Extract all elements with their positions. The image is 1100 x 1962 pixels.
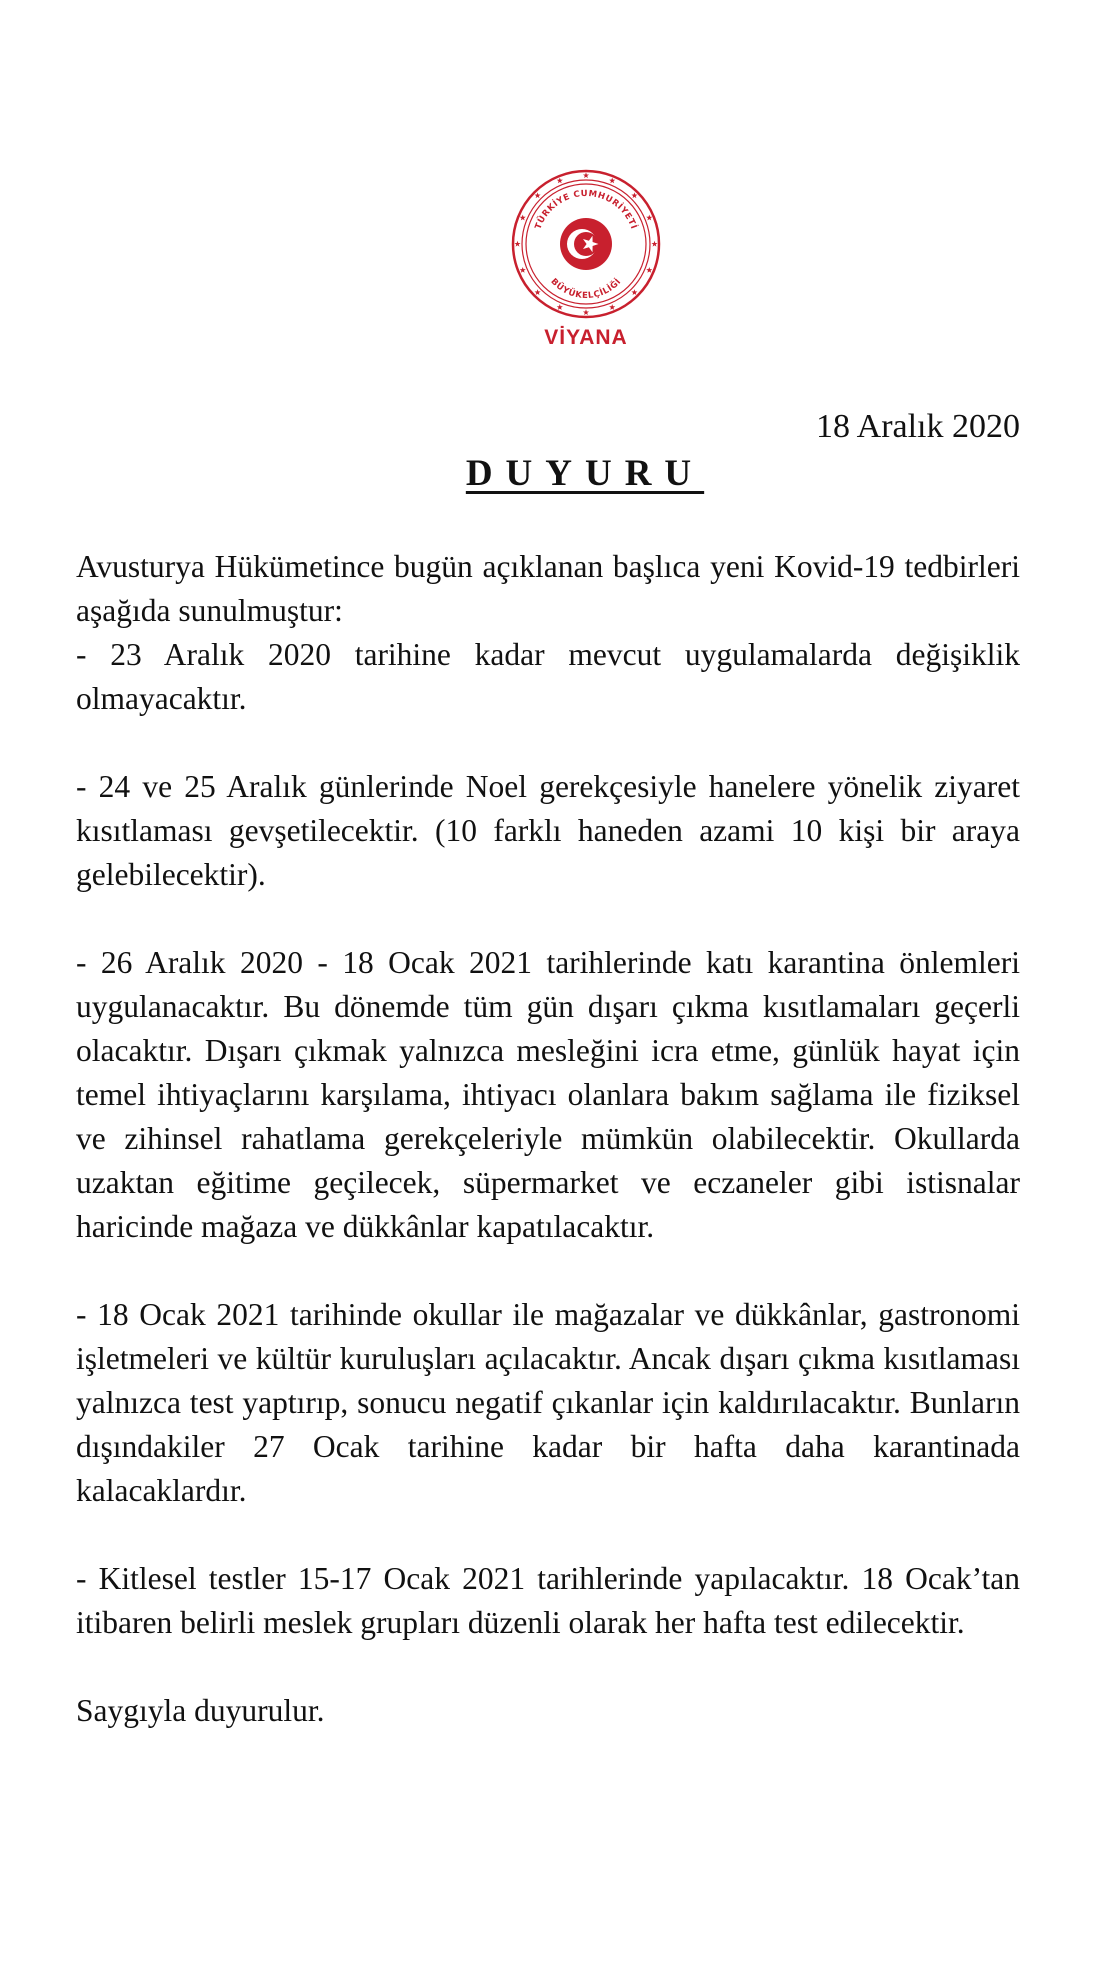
closing-line: Saygıyla duyurulur. <box>76 1693 325 1728</box>
measure-item: - 18 Ocak 2021 tarihinde okullar ile mağazalar ve dükkânlar, gastronomi işletmeleri ve kültür kuruluşları açılacaktır. Ancak dışarı çıkma kısıtlaması yalnızca test yaptırıp, sonucu negatif çıkanlar için kaldırılacaktır. Bunların dışındakiler 27 Ocak tarihine kadar bir hafta daha karantinada kalacaklardır. <box>76 1297 1020 1508</box>
seal-star <box>646 215 652 221</box>
document-date: 18 Aralık 2020 <box>816 408 1020 445</box>
seal-star <box>631 289 637 295</box>
measure-item: - Kitlesel testler 15-17 Ocak 2021 tarihlerinde yapılacaktır. 18 Ocak’tan itibaren belirli meslek grupları düzenli olarak her hafta test edilecektir. <box>76 1561 1020 1640</box>
embassy-seal <box>510 168 662 320</box>
measure-item: - 26 Aralık 2020 - 18 Ocak 2021 tarihlerinde katı karantina önlemleri uygulanacaktır. Bu dönemde tüm gün dışarı çıkma kısıtlamaları geçerli olacaktır. Dışarı çıkmak yalnızca mesleğini icra etme, günlük hayat için temel ihtiyaçlarını karşılama, ihtiyacı olanlara bakım sağlama ile fiziksel ve zihinsel rahatlama gerekçeleriyle mümkün olabilecektir. Okullarda uzaktan eğitime geçilecek, süpermarket ve eczaneler gibi istisnalar haricinde mağaza ve dükkânlar kapatılacaktır. <box>76 945 1020 1244</box>
seal-star <box>520 215 526 221</box>
seal-star <box>631 192 637 198</box>
seal-top-text: TÜRKİYE CUMHURİYETİ <box>533 188 639 231</box>
seal-star <box>557 304 563 310</box>
seal-star <box>520 267 526 273</box>
city-name: VİYANA <box>544 326 628 349</box>
seal-star <box>535 192 541 198</box>
document-title: DUYURU <box>465 453 705 494</box>
seal-star <box>609 178 615 184</box>
measure-item: - 24 ve 25 Aralık günlerinde Noel gerekçesiyle hanelere yönelik ziyaret kısıtlaması gevşetilecektir. (10 farklı haneden azami 10 kişi bir araya gelebilecektir). <box>76 769 1020 892</box>
measure-item: - 23 Aralık 2020 tarihine kadar mevcut uygulamalarda değişiklik olmayacaktır. <box>76 637 1020 716</box>
seal-star <box>557 178 563 184</box>
seal-star <box>514 241 520 247</box>
seal-star <box>535 289 541 295</box>
seal-star <box>609 304 615 310</box>
seal-star <box>651 241 657 247</box>
seal-bottom-text: BÜYÜKELÇİLİĞİ <box>548 276 624 302</box>
intro-paragraph: Avusturya Hükümetince bugün açıklanan başlıca yeni Kovid-19 tedbirleri aşağıda sunulmuştur: <box>76 549 1020 628</box>
seal-star <box>646 267 652 273</box>
seal-star <box>583 309 589 315</box>
seal-star <box>583 172 589 178</box>
announcement-body <box>76 545 1020 1733</box>
embassy-seal-graphic <box>510 168 662 320</box>
